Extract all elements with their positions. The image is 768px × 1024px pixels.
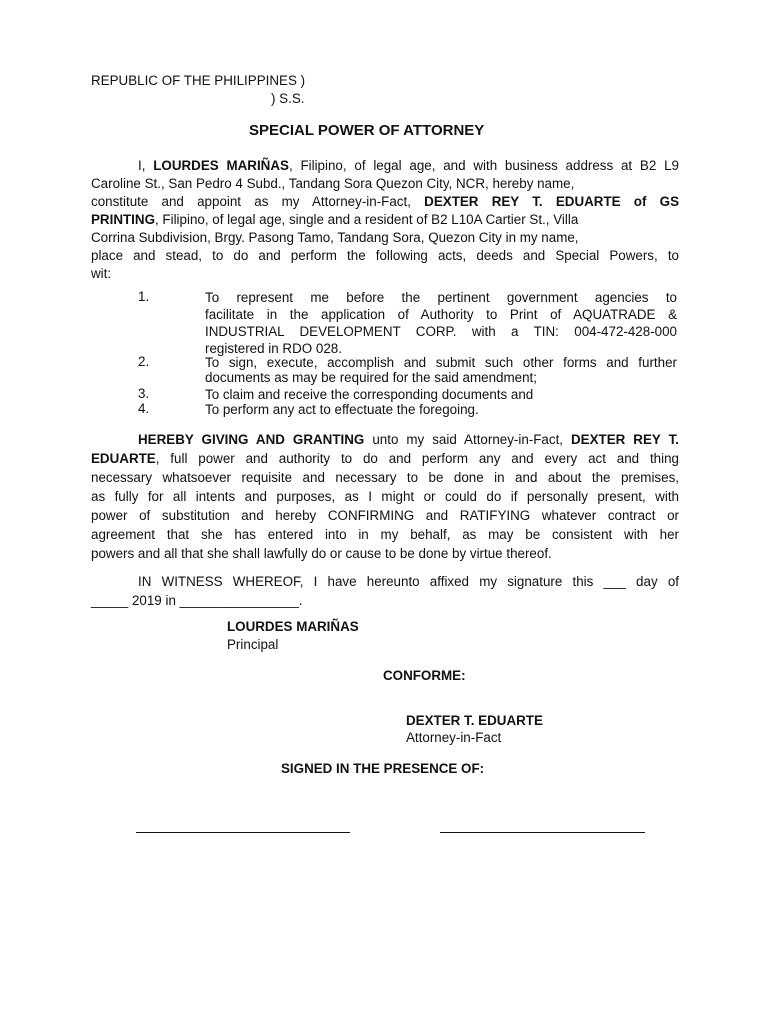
- header-ss: ) S.S.: [271, 91, 305, 106]
- granting-line-2: EDUARTE, full power and authority to do and perform any and every act and thing: [91, 451, 679, 466]
- document-title: SPECIAL POWER OF ATTORNEY: [249, 122, 485, 139]
- attorney-name: DEXTER T. EDUARTE: [406, 713, 543, 728]
- list-item-line: facilitate in the application of Authority to Print of AQUATRADE &: [205, 307, 677, 322]
- list-item-number: 3.: [138, 386, 150, 401]
- list-item-line: INDUSTRIAL DEVELOPMENT CORP. with a TIN: 004-472-428-000: [205, 324, 677, 339]
- witness-line-1: IN WITNESS WHEREOF, I have hereunto affixed my signature this ___ day of: [138, 574, 679, 589]
- granting-line-6: agreement that she has entered into in my behalf, as may be consistent with her: [91, 527, 679, 542]
- list-item-number: 4.: [138, 401, 150, 416]
- attorney-role: Attorney-in-Fact: [406, 730, 502, 745]
- intro-line-3: constitute and appoint as my Attorney-in-Fact, DEXTER REY T. EDUARTE of GS: [91, 194, 679, 209]
- list-item-number: 2.: [138, 354, 150, 369]
- granting-line-1: HEREBY GIVING AND GRANTING unto my said Attorney-in-Fact, DEXTER REY T.: [138, 432, 679, 447]
- granting-line-4: as fully for all intents and purposes, as I might or could do if personally present, with: [91, 489, 679, 504]
- granting-line-3: necessary whatsoever requisite and necessary to be done in and about the premises,: [91, 470, 679, 485]
- list-item-number: 1.: [138, 289, 150, 304]
- list-item-line: registered in RDO 028.: [205, 341, 342, 356]
- intro-line-7: wit:: [91, 266, 112, 281]
- witness-signature-line-1[interactable]: [136, 832, 350, 833]
- intro-line-1: I, LOURDES MARIÑAS, Filipino, of legal age, and with business address at B2 L9: [138, 158, 679, 173]
- principal-role: Principal: [227, 637, 279, 652]
- witness-signature-line-2[interactable]: [440, 832, 645, 833]
- intro-line-6: place and stead, to do and perform the following acts, deeds and Special Powers, to: [91, 248, 679, 263]
- list-item-line: To sign, execute, accomplish and submit such other forms and further: [205, 355, 677, 370]
- conforme-label: CONFORME:: [383, 668, 466, 683]
- granting-line-7: powers and all that she shall lawfully do or cause to be done by virtue thereof.: [91, 546, 552, 561]
- intro-line-4: PRINTING, Filipino, of legal age, single and a resident of B2 L10A Cartier St., Villa: [91, 212, 579, 227]
- list-item-line: To perform any act to effectuate the foregoing.: [205, 402, 479, 417]
- witness-line-2: _____ 2019 in ________________.: [91, 593, 303, 608]
- presence-label: SIGNED IN THE PRESENCE OF:: [281, 761, 485, 776]
- attorney-name-inline: DEXTER REY T. EDUARTE of GS: [424, 194, 679, 209]
- list-item-line: To represent me before the pertinent government agencies to: [205, 290, 677, 305]
- granting-line-5: power of substitution and hereby CONFIRMING and RATIFYING whatever contract or: [91, 508, 679, 523]
- list-item-line: documents as may be required for the said amendment;: [205, 370, 537, 385]
- header-republic: REPUBLIC OF THE PHILIPPINES ): [91, 73, 306, 88]
- intro-line-5: Corrina Subdivision, Brgy. Pasong Tamo, Tandang Sora, Quezon City in my name,: [91, 230, 579, 245]
- intro-line-2: Caroline St., San Pedro 4 Subd., Tandang Sora Quezon City, NCR, hereby name,: [91, 176, 575, 191]
- principal-name: LOURDES MARIÑAS: [227, 619, 359, 634]
- list-item-line: To claim and receive the corresponding documents and: [205, 387, 534, 402]
- principal-name-inline: LOURDES MARIÑAS: [153, 158, 289, 173]
- company-name-inline: PRINTING: [91, 212, 155, 227]
